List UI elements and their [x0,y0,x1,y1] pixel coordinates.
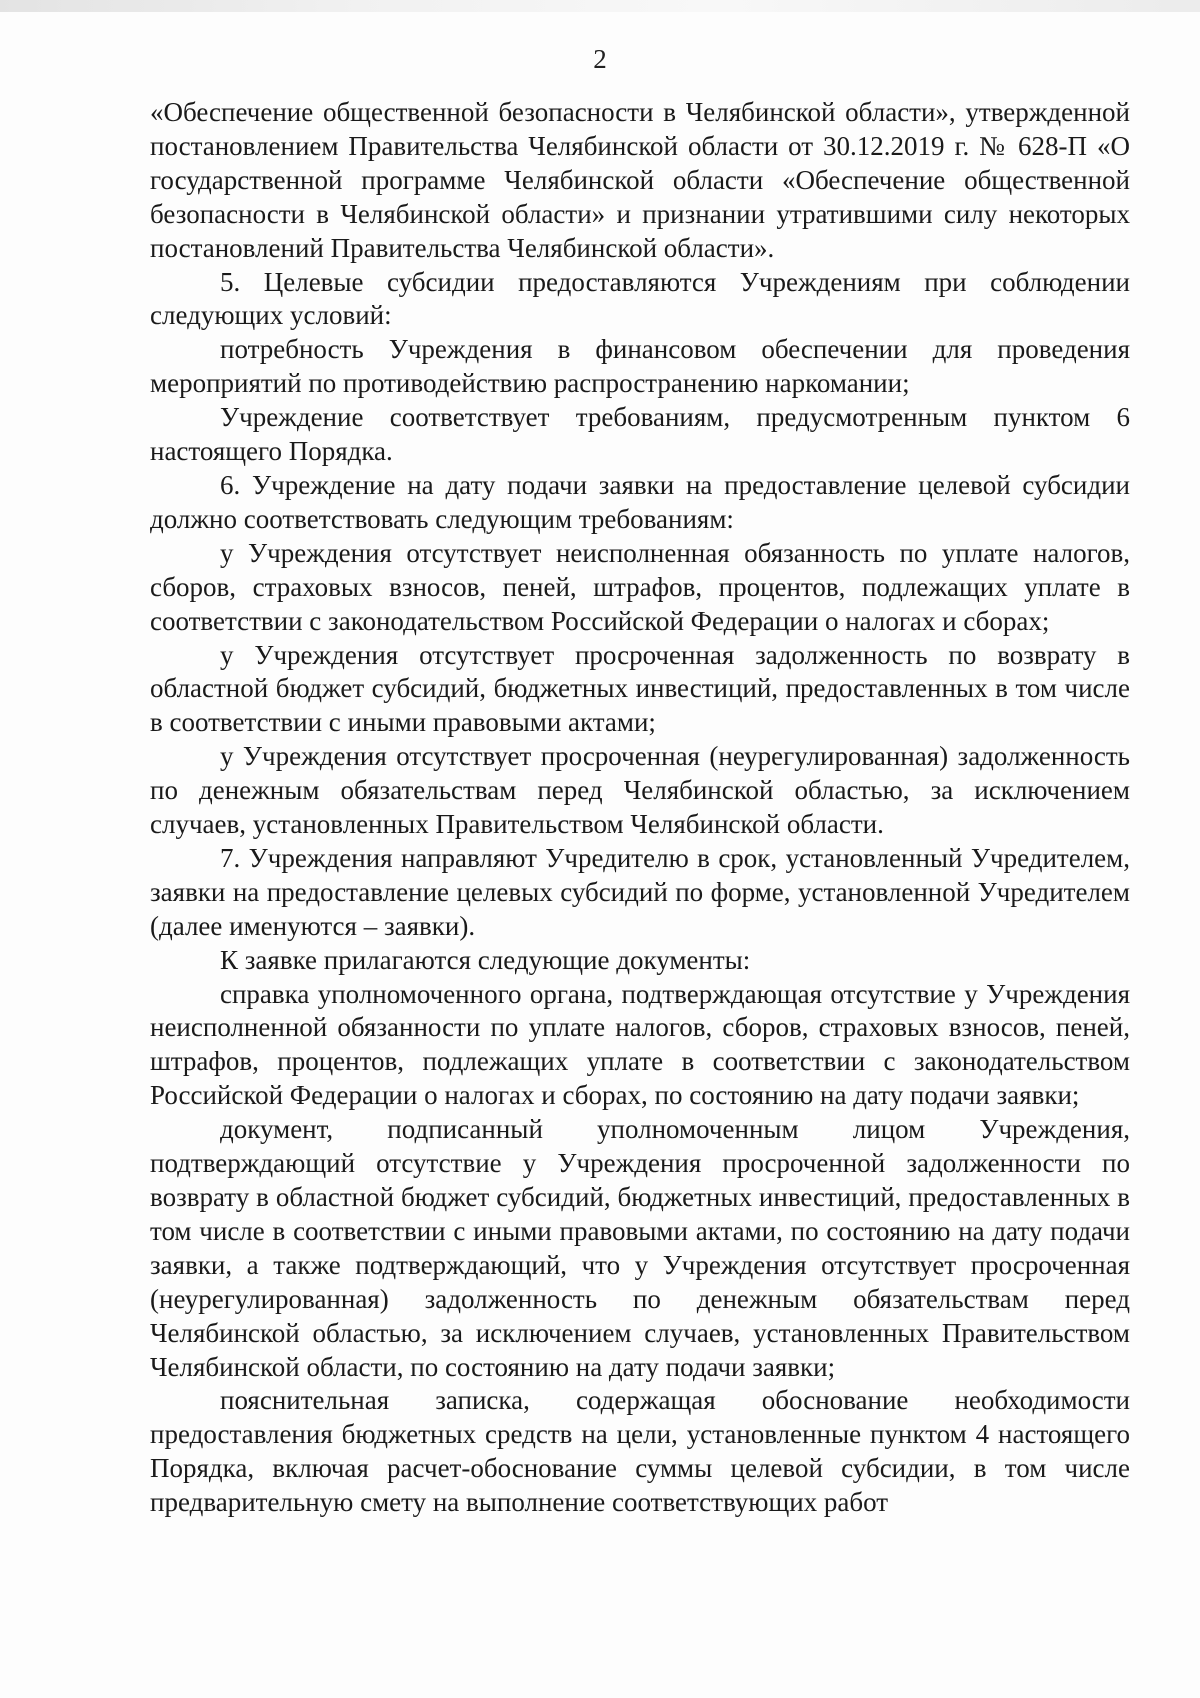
paragraph-item-7: 7. Учреждения направляют Учредителю в срок, установленный Учредителем, заявки на предоставление целевых субсидий по форме, установленной Учредителем (далее именуются – заявки). [150,842,1130,941]
paragraph-document-signed: документ, подписанный уполномоченным лицом Учреждения, подтверждающий отсутствие у Учреждения просроченной задолженности по возврату в областной бюджет субсидий, бюджетных инвестиций, предоставленных в том числе в соответствии с иными правовыми актами, по состоянию на дату подачи заявки, а также подтверждающий, что у Учреждения отсутствует просроченная (неурегулированная) задолженность по денежным обязательствам перед Челябинской областью, за исключением случаев, установленных Правительством Челябинской области, по состоянию на дату подачи заявки; [150,1114,1130,1382]
paragraph-item-5: 5. Целевые субсидии предоставляются Учреждениям при соблюдении следующих условий: [150,266,1130,331]
paragraph-condition-need: потребность Учреждения в финансовом обеспечении для проведения мероприятий по противодействию распространению наркомании; [150,334,1130,399]
paragraph-item-6: 6. Учреждение на дату подачи заявки на предоставление целевой субсидии должно соответствовать следующим требованиям: [150,469,1130,534]
paragraph-continuation: «Обеспечение общественной безопасности в Челябинской области», утвержденной постановлением Правительства Челябинской области от 30.12.2019 г. № 628-П «О государственной программе Челябинской области «Обеспечение общественной безопасности в Челябинской области» и признании утратившими силу некоторых постановлений Правительства Челябинской области». [150,97,1130,263]
paragraph-documents-intro: К заявке прилагаются следующие документы: [220,944,751,975]
paragraph-document-explanatory-note: пояснительная записка, содержащая обоснование необходимости предоставления бюджетных средств на цели, установленные пунктом 4 настоящего Порядка, включая расчет-обоснование суммы целевой субсидии, в том числе предварительную смету на выполнение соответствующих работ [150,1385,1130,1518]
document-body [150,96,1130,1520]
page-number: 2 [593,44,607,74]
paragraph-document-certificate: справка уполномоченного органа, подтверждающая отсутствие у Учреждения неисполненной обязанности по уплате налогов, сборов, страховых взносов, пеней, штрафов, процентов, подлежащих уплате в соответствии с законодательством Российской Федерации о налогах и сборах, по состоянию на дату подачи заявки; [150,978,1130,1111]
paragraph-condition-requirements: Учреждение соответствует требованиям, предусмотренным пунктом 6 настоящего Порядка. [150,402,1130,467]
scan-edge-shadow [0,0,1200,12]
paragraph-requirement-budget-debt: у Учреждения отсутствует просроченная задолженность по возврату в областной бюджет субсидий, бюджетных инвестиций, предоставленных в том числе в соответствии с иными правовыми актами; [150,639,1130,738]
paragraph-requirement-taxes: у Учреждения отсутствует неисполненная обязанность по уплате налогов, сборов, страховых взносов, пеней, штрафов, процентов, подлежащих уплате в соответствии с законодательством Российской Федерации о налогах и сборах; [150,537,1130,636]
paragraph-requirement-obligations: у Учреждения отсутствует просроченная (неурегулированная) задолженность по денежным обязательствам перед Челябинской областью, за исключением случаев, установленных Правительством Челябинской области. [150,741,1130,840]
